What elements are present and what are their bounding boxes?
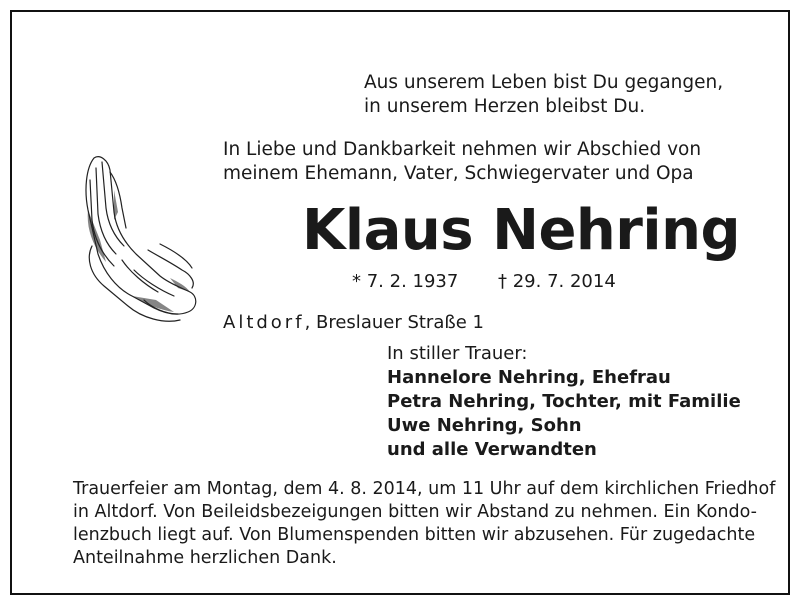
service-line: in Altdorf. Von Beileidsbezeigungen bitten wir Abstand zu nehmen. Ein Kondo- [73,502,757,522]
service-notice [73,478,776,570]
deceased-name: Klaus Nehring [302,198,741,263]
intro-line: meinem Ehemann, Vater, Schwiegervater und Opa [223,163,694,184]
poem-line: Aus unserem Leben bist Du gegangen, [364,72,724,93]
address-street: , Breslauer Straße 1 [304,312,484,333]
praying-hands-icon [74,150,204,330]
birth-date: * 7. 2. 1937 [352,271,459,292]
farewell-intro [223,138,701,186]
poem-line: in unserem Herzen bleibst Du. [364,96,646,117]
mourner-name: Hannelore Nehring, Ehefrau [387,367,671,388]
mourners-list [387,342,741,462]
address-city: Altdorf [223,312,305,333]
memorial-poem [364,71,723,119]
mourners-intro: In stiller Trauer: [387,343,528,364]
death-date: † 29. 7. 2014 [498,271,616,292]
intro-line: In Liebe und Dankbarkeit nehmen wir Abschied von [223,139,702,160]
service-line: lenzbuch liegt auf. Von Blumenspenden bitten wir abzusehen. Für zugedachte [73,525,756,545]
service-line: Anteilnahme herzlichen Dank. [73,548,337,568]
service-line: Trauerfeier am Montag, dem 4. 8. 2014, um 11 Uhr auf dem kirchlichen Friedhof [73,479,776,499]
mourner-name: und alle Verwandten [387,439,597,460]
mourner-name: Petra Nehring, Tochter, mit Familie [387,391,741,412]
mourner-name: Uwe Nehring, Sohn [387,415,582,436]
obituary-frame [10,10,790,595]
address [223,311,484,335]
